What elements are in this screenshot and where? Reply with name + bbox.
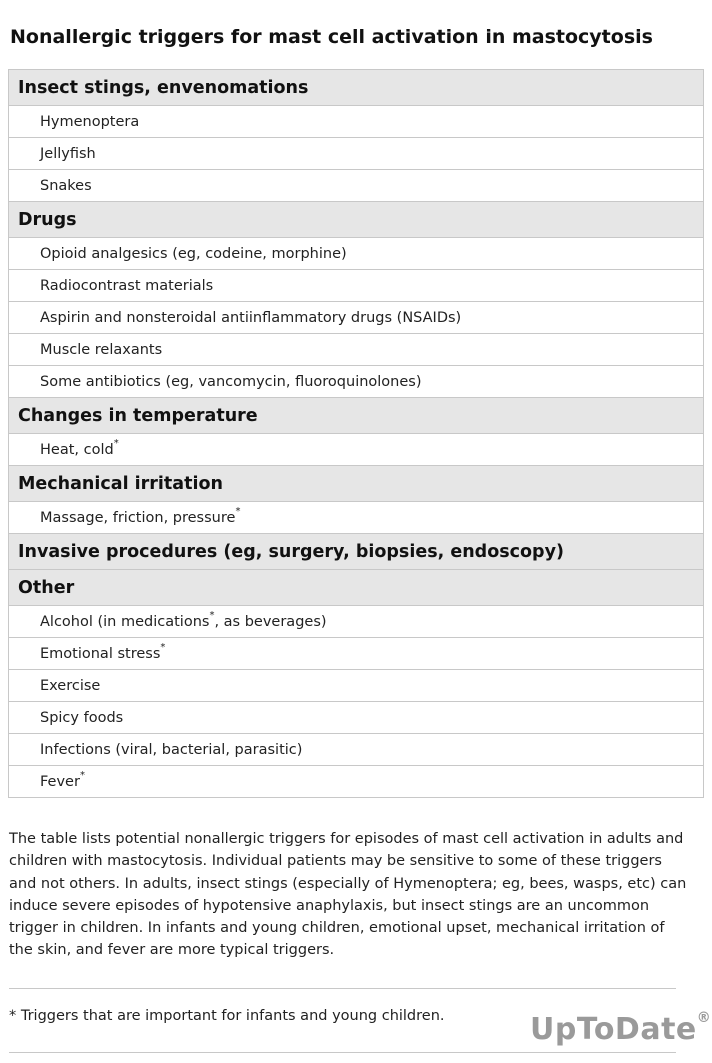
trigger-item [9, 270, 704, 302]
trigger-text: Radiocontrast materials [40, 277, 214, 294]
trigger-text: Opioid analgesics (eg, codeine, morphine) [40, 245, 347, 262]
trigger-text: Some antibiotics (eg, vancomycin, fluoroquinolones) [40, 373, 422, 390]
table-row [9, 502, 704, 534]
footnote-marker: * [79, 769, 85, 781]
table-row [9, 734, 704, 766]
trigger-text: Exercise [40, 677, 101, 694]
triggers-table [8, 69, 704, 798]
footnote-marker: * [235, 505, 241, 517]
footnote-marker: * [113, 437, 119, 449]
trigger-text: Snakes [40, 177, 92, 194]
trigger-text-tail: , as beverages) [214, 613, 327, 630]
trigger-text: Spicy foods [40, 709, 124, 726]
trigger-text: Massage, friction, pressure [40, 509, 236, 526]
trigger-item [9, 606, 704, 638]
logo-text: UpToDate [530, 1012, 697, 1047]
table-row [9, 670, 704, 702]
divider-bottom [9, 1052, 676, 1053]
page-title: Nonallergic triggers for mast cell activation in mastocytosis [10, 26, 653, 48]
trigger-text: Hymenoptera [40, 113, 140, 130]
section-header: Changes in temperature [9, 398, 704, 434]
footnote-marker: * [160, 641, 166, 653]
table-row [9, 434, 704, 466]
section-header: Insect stings, envenomations [9, 70, 704, 106]
trigger-item [9, 106, 704, 138]
table-row [9, 106, 704, 138]
trigger-item [9, 670, 704, 702]
trigger-text: Aspirin and nonsteroidal antiinflammatory drugs (NSAIDs) [40, 309, 462, 326]
trigger-item [9, 238, 704, 270]
trigger-item [9, 366, 704, 398]
table-row [9, 766, 704, 798]
table-row [9, 302, 704, 334]
table-row [9, 238, 704, 270]
trigger-item [9, 766, 704, 798]
trigger-text: Heat, cold [40, 441, 114, 458]
section-header-row [9, 570, 704, 606]
footnote: * Triggers that are important for infants and young children. [9, 1008, 445, 1024]
table-description: The table lists potential nonallergic triggers for episodes of mast cell activation in adults and children with mastocytosis. Individual patients may be sensitive to some of these triggers and not others. In adults, insect stings (especially of Hymenoptera; eg, bees, wasps, etc) can induce severe episodes of hypotensive anaphylaxis, but insect stings are an uncommon trigger in children. In infants and young children, emotional upset, mechanical irritation of the skin, and fever are more typical triggers. [9, 831, 687, 959]
section-header: Mechanical irritation [9, 466, 704, 502]
divider-top [9, 988, 676, 989]
trigger-text: Alcohol (in medications [40, 613, 210, 630]
trigger-item [9, 138, 704, 170]
section-header: Other [9, 570, 704, 606]
section-header-row [9, 398, 704, 434]
section-header-row [9, 202, 704, 238]
trigger-text: Muscle relaxants [40, 341, 163, 358]
section-header-row [9, 534, 704, 570]
section-header-row [9, 466, 704, 502]
table-row [9, 702, 704, 734]
section-header-row [9, 70, 704, 106]
registered-mark: ® [696, 1010, 712, 1026]
trigger-text: Infections (viral, bacterial, parasitic) [40, 741, 303, 758]
table-row [9, 334, 704, 366]
trigger-item [9, 334, 704, 366]
trigger-item [9, 170, 704, 202]
table-row [9, 170, 704, 202]
section-header: Invasive procedures (eg, surgery, biopsies, endoscopy) [9, 534, 704, 570]
table-row [9, 138, 704, 170]
trigger-item [9, 702, 704, 734]
trigger-item [9, 638, 704, 670]
footnote-marker: * [209, 609, 215, 621]
table-row [9, 366, 704, 398]
trigger-item [9, 734, 704, 766]
table-row [9, 270, 704, 302]
section-header: Drugs [9, 202, 704, 238]
trigger-text: Emotional stress [40, 645, 161, 662]
trigger-item [9, 302, 704, 334]
table-row [9, 638, 704, 670]
trigger-text: Jellyfish [40, 145, 96, 162]
trigger-item [9, 502, 704, 534]
uptodate-logo [530, 1012, 711, 1047]
trigger-text: Fever [40, 773, 80, 790]
trigger-item [9, 434, 704, 466]
table-row [9, 606, 704, 638]
